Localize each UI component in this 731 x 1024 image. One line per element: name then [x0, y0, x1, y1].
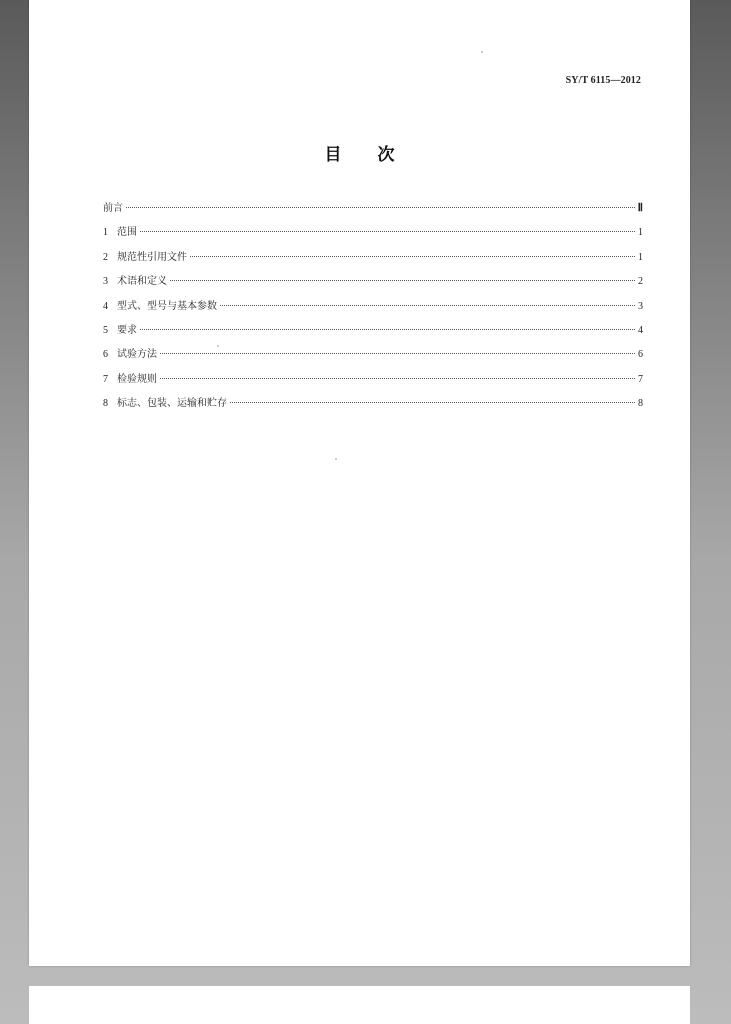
toc-entry-preface[interactable] [103, 199, 643, 223]
toc-entry-number: 1 [103, 227, 108, 239]
toc-entry-page: 1 [638, 251, 643, 263]
toc-entry-label: 型式、型号与基本参数 [117, 300, 217, 312]
toc-entry-page: 8 [638, 398, 643, 410]
toc-entry-number: 3 [103, 276, 108, 288]
toc-leader-dots [160, 378, 635, 379]
toc-entry-label: 要求 [117, 324, 137, 336]
toc-entry-label: 前言 [103, 203, 123, 214]
toc-entry-label: 范围 [117, 227, 137, 239]
toc-leader-dots [170, 280, 635, 281]
toc-entry-number: 7 [103, 373, 108, 385]
toc-entry-page: 7 [638, 373, 643, 385]
toc-entry-page: 3 [638, 300, 643, 312]
toc-entry-page: 4 [638, 324, 643, 336]
toc-leader-dots [220, 305, 635, 306]
toc-leader-dots [126, 207, 635, 208]
toc-entry-7[interactable] [103, 370, 643, 394]
toc-entry-label: 规范性引用文件 [117, 251, 187, 263]
toc-entry-label: 标志、包装、运输和贮存 [117, 398, 227, 410]
toc-leader-dots [190, 256, 635, 257]
next-document-page [29, 986, 690, 1024]
toc-leader-dots [160, 353, 635, 354]
title-char-1: 目 [324, 145, 342, 165]
toc-entry-label: 检验规则 [117, 373, 157, 385]
toc-entry-number: 4 [103, 300, 108, 312]
toc-entry-number: 8 [103, 398, 108, 410]
title-char-2: 次 [377, 145, 395, 165]
toc-entry-number: 5 [103, 324, 108, 336]
toc-entry-4[interactable] [103, 297, 643, 321]
toc-entry-label: 试验方法 [117, 349, 157, 361]
toc-entry-2[interactable] [103, 248, 643, 272]
toc-entry-page: 6 [638, 349, 643, 361]
toc-leader-dots [230, 402, 635, 403]
toc-entry-page: 1 [638, 227, 643, 239]
toc-entry-number: 2 [103, 251, 108, 263]
scan-speck [481, 51, 483, 53]
standard-number: SY/T 6115—2012 [565, 75, 641, 86]
page-title [29, 140, 690, 165]
toc-entry-8[interactable] [103, 394, 643, 418]
toc-entry-5[interactable] [103, 321, 643, 345]
document-page [29, 0, 690, 966]
toc-leader-dots [140, 231, 635, 232]
toc-entry-page: 2 [638, 276, 643, 288]
toc-entry-1[interactable] [103, 223, 643, 247]
toc-entry-number: 6 [103, 349, 108, 361]
table-of-contents [103, 199, 643, 419]
toc-entry-3[interactable] [103, 272, 643, 296]
scan-speck [217, 345, 219, 347]
scan-speck [335, 458, 337, 460]
toc-entry-6[interactable] [103, 345, 643, 369]
toc-leader-dots [140, 329, 635, 330]
toc-entry-page: Ⅱ [637, 202, 643, 214]
toc-entry-label: 术语和定义 [117, 276, 167, 288]
